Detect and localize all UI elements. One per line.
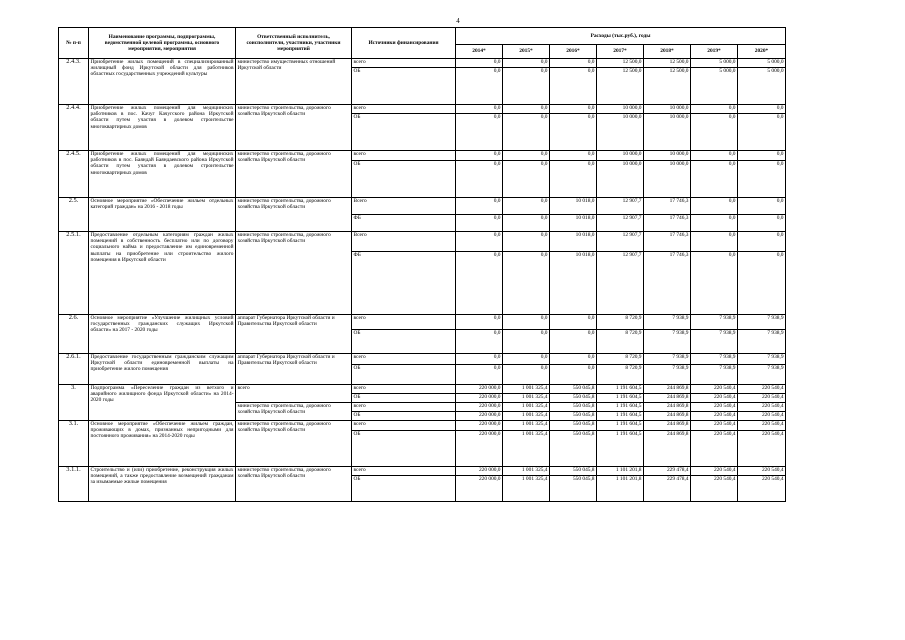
expense-value: 8 720,9 xyxy=(597,365,644,385)
executor-cell: министерство строительства, дорожного хозяйства Иркутской области xyxy=(236,105,352,151)
expense-value: 0,0 xyxy=(691,114,738,151)
funding-source: всего xyxy=(352,59,456,68)
header-name: Наименование программы, подпрограммы, ведомственной целевой программы, основного мероприятия, мероприятия xyxy=(89,28,236,59)
expense-value: 220 000,0 xyxy=(456,403,503,412)
expense-value: 244 869,8 xyxy=(644,412,691,421)
expense-value: 10 018,0 xyxy=(550,252,597,315)
header-row xyxy=(59,28,786,45)
expense-value: 0,0 xyxy=(738,161,786,198)
expense-value: 220 540,4 xyxy=(691,431,738,467)
expense-value: 0,0 xyxy=(550,315,597,330)
expense-value: 7 938,9 xyxy=(644,365,691,385)
expense-value: 0,0 xyxy=(550,114,597,151)
expense-value: 220 000,0 xyxy=(456,431,503,467)
expense-value: 550 045,8 xyxy=(550,385,597,394)
table-row xyxy=(59,385,786,394)
expense-value: 229 478,4 xyxy=(644,467,691,476)
expense-value: 10 018,0 xyxy=(550,215,597,232)
expense-value: 220 540,4 xyxy=(738,403,786,412)
expense-value: 220 000,0 xyxy=(456,467,503,476)
item-number: 2.5. xyxy=(59,198,89,232)
table-row xyxy=(59,421,786,431)
expense-value: 220 540,4 xyxy=(738,421,786,431)
expense-value: 0,0 xyxy=(503,215,550,232)
item-number: 2.4.3. xyxy=(59,59,89,105)
expense-value: 0,0 xyxy=(456,198,503,215)
executor-cell: министерство строительства, дорожного хозяйства Иркутской области xyxy=(236,198,352,232)
expense-value: 220 540,4 xyxy=(691,421,738,431)
expense-value: 0,0 xyxy=(456,232,503,252)
funding-source: ОБ xyxy=(352,476,456,502)
item-name: Основное мероприятие «Обеспечение жильем граждан, проживающих в домах, признанных непригодными для постоянного проживания» на 2014-2020 годы xyxy=(89,421,236,467)
expense-value: 550 045,8 xyxy=(550,421,597,431)
expense-value: 0,0 xyxy=(456,330,503,354)
expense-value: 7 938,9 xyxy=(738,354,786,365)
expense-value: 220 540,4 xyxy=(691,394,738,403)
expense-value: 0,0 xyxy=(738,232,786,252)
expense-value: 12 500,0 xyxy=(597,68,644,105)
item-name: Предоставление государственным гражданским служащим Иркутской области единовременной выплаты на приобретение жилого помещения xyxy=(89,354,236,385)
expense-value: 7 938,9 xyxy=(691,315,738,330)
expense-value: 220 540,4 xyxy=(691,476,738,502)
expense-value: 0,0 xyxy=(456,315,503,330)
expense-value: 550 045,8 xyxy=(550,394,597,403)
header-year: 2018* xyxy=(644,45,691,59)
expense-value: 0,0 xyxy=(738,215,786,232)
expense-value: 0,0 xyxy=(456,59,503,68)
expense-value: 220 000,0 xyxy=(456,476,503,502)
funding-source: всего xyxy=(352,467,456,476)
expense-value: 1 191 604,5 xyxy=(597,403,644,412)
expense-value: 550 045,8 xyxy=(550,431,597,467)
executor-cell: всего xyxy=(236,385,352,403)
expense-value: 220 540,4 xyxy=(691,467,738,476)
expense-value: 17 746,3 xyxy=(644,252,691,315)
expense-value: 220 540,4 xyxy=(738,412,786,421)
item-number: 2.4.4. xyxy=(59,105,89,151)
expense-value: 244 869,8 xyxy=(644,403,691,412)
expense-value: 550 045,8 xyxy=(550,467,597,476)
header-executor: Ответственный исполнитель, соисполнители, участники, участники мероприятий xyxy=(236,28,352,59)
expense-value: 0,0 xyxy=(738,114,786,151)
expense-value: 550 045,8 xyxy=(550,412,597,421)
expense-value: 1 101 201,8 xyxy=(597,476,644,502)
expense-value: 0,0 xyxy=(691,151,738,161)
table-row xyxy=(59,59,786,68)
expense-value: 1 001 325,4 xyxy=(503,412,550,421)
item-number: 3.1. xyxy=(59,421,89,467)
expense-value: 0,0 xyxy=(691,232,738,252)
funding-source: ФБ xyxy=(352,252,456,315)
expense-value: 550 045,8 xyxy=(550,403,597,412)
expense-value: 0,0 xyxy=(503,315,550,330)
item-name: Основное мероприятие «Улучшение жилищных условий государственных гражданских служащих Иркутской области» на 2017 - 2020 годы xyxy=(89,315,236,354)
item-name: Приобретение жилых помещений для медицинских работников в пос. Баяндай Баяндаевского района Иркутской области путем участия в долевом строительстве многоквартирных домов xyxy=(89,151,236,198)
expense-value: 244 869,8 xyxy=(644,394,691,403)
expense-value: 0,0 xyxy=(456,151,503,161)
table-body xyxy=(59,59,786,502)
expense-value: 5 000,0 xyxy=(691,68,738,105)
expense-value: 0,0 xyxy=(691,105,738,114)
expense-value: 0,0 xyxy=(550,330,597,354)
expense-value: 0,0 xyxy=(456,161,503,198)
expense-value: 0,0 xyxy=(503,105,550,114)
expense-value: 1 001 325,4 xyxy=(503,421,550,431)
table-row xyxy=(59,151,786,161)
expense-value: 7 938,9 xyxy=(691,365,738,385)
expense-value: 220 540,4 xyxy=(738,431,786,467)
expense-value: 0,0 xyxy=(503,330,550,354)
expense-value: 1 191 604,5 xyxy=(597,394,644,403)
expense-value: 17 746,3 xyxy=(644,232,691,252)
header-year: 2017* xyxy=(597,45,644,59)
item-name: Предоставление отдельным категориям граждан жилых помещений в собственность бесплатно или по договору социального найма и предоставление им единовременной выплаты на приобретение или строительство жилого помещения в Иркутской области xyxy=(89,232,236,315)
expense-value: 5 000,0 xyxy=(738,68,786,105)
expense-value: 12 500,0 xyxy=(597,59,644,68)
expense-value: 0,0 xyxy=(456,215,503,232)
header-year: 2019* xyxy=(691,45,738,59)
funding-source: всего xyxy=(352,354,456,365)
expense-value: 220 540,4 xyxy=(691,385,738,394)
expense-value: 0,0 xyxy=(691,198,738,215)
funding-source: всего xyxy=(352,403,456,412)
header-year: 2014* xyxy=(456,45,503,59)
funding-source: всего xyxy=(352,385,456,394)
funding-source: всего xyxy=(352,421,456,431)
expense-value: 0,0 xyxy=(691,161,738,198)
executor-cell: министерство строительства, дорожного хозяйства Иркутской области xyxy=(236,151,352,198)
expense-value: 10 000,0 xyxy=(644,151,691,161)
expense-value: 0,0 xyxy=(550,68,597,105)
executor-cell: аппарат Губернатора Иркутской области и Правительства Иркутской области xyxy=(236,354,352,385)
expense-value: 0,0 xyxy=(503,354,550,365)
expense-value: 220 000,0 xyxy=(456,421,503,431)
expense-value: 550 045,8 xyxy=(550,476,597,502)
table-row xyxy=(59,198,786,215)
table-row xyxy=(59,467,786,476)
header-year: 2016* xyxy=(550,45,597,59)
funding-source: всего xyxy=(352,105,456,114)
expense-value: 10 018,0 xyxy=(550,232,597,252)
expense-value: 1 001 325,4 xyxy=(503,431,550,467)
expense-value: 220 540,4 xyxy=(738,467,786,476)
expense-value: 8 720,9 xyxy=(597,315,644,330)
expense-value: 1 191 604,5 xyxy=(597,385,644,394)
item-number: 2.4.5. xyxy=(59,151,89,198)
expense-value: 5 000,0 xyxy=(691,59,738,68)
expense-value: 0,0 xyxy=(503,161,550,198)
expense-value: 220 540,4 xyxy=(691,412,738,421)
executor-cell: министерство строительства, дорожного хозяйства Иркутской области xyxy=(236,467,352,502)
expense-value: 0,0 xyxy=(456,252,503,315)
expense-value: 0,0 xyxy=(503,151,550,161)
expense-value: 220 000,0 xyxy=(456,394,503,403)
expense-value: 0,0 xyxy=(503,198,550,215)
expense-value: 8 720,9 xyxy=(597,354,644,365)
expense-value: 12 907,7 xyxy=(597,232,644,252)
expense-value: 244 869,8 xyxy=(644,385,691,394)
item-name: Основное мероприятие «Обеспечение жильем отдельных категорий граждан» на 2016 - 2018 годы xyxy=(89,198,236,232)
executor-cell: министерство строительства, дорожного хозяйства Иркутской области xyxy=(236,232,352,315)
expense-value: 0,0 xyxy=(503,114,550,151)
executor-cell: министерство строительства, дорожного хозяйства Иркутской области xyxy=(236,403,352,421)
expense-value: 1 191 604,5 xyxy=(597,431,644,467)
expense-value: 0,0 xyxy=(550,161,597,198)
header-expenses: Расходы (тыс.руб.), годы xyxy=(456,28,786,45)
funding-source: всего xyxy=(352,315,456,330)
expense-value: 0,0 xyxy=(691,215,738,232)
expense-value: 17 746,3 xyxy=(644,215,691,232)
expense-value: 0,0 xyxy=(550,105,597,114)
expense-value: 0,0 xyxy=(456,105,503,114)
expense-value: 1 101 201,8 xyxy=(597,467,644,476)
expense-value: 7 938,9 xyxy=(644,354,691,365)
expense-value: 0,0 xyxy=(503,232,550,252)
funding-source: ОБ xyxy=(352,431,456,467)
expense-value: 220 540,4 xyxy=(738,476,786,502)
expense-value: 220 540,4 xyxy=(691,403,738,412)
table-row xyxy=(59,354,786,365)
expense-value: 0,0 xyxy=(738,151,786,161)
expense-value: 1 001 325,4 xyxy=(503,467,550,476)
expense-value: 0,0 xyxy=(456,68,503,105)
funding-source: ОБ xyxy=(352,365,456,385)
expense-value: 1 191 604,5 xyxy=(597,421,644,431)
item-number: 3.1.1. xyxy=(59,467,89,502)
item-name: Строительство и (или) приобретение, реконструкция жилых помещений, а также предоставление возмещений гражданам за изымаемые жилые помещения xyxy=(89,467,236,502)
expense-value: 0,0 xyxy=(503,252,550,315)
item-name: Приобретение жилых помещений в специализированный жилищный фонд Иркутской области для работников областных государственных учреждений культуры xyxy=(89,59,236,105)
expense-value: 10 018,0 xyxy=(550,198,597,215)
expense-value: 1 001 325,4 xyxy=(503,476,550,502)
expense-value: 17 746,3 xyxy=(644,198,691,215)
funding-source: Всего xyxy=(352,232,456,252)
expense-value: 10 000,0 xyxy=(597,161,644,198)
funding-source: ОБ xyxy=(352,330,456,354)
funding-source: ОБ xyxy=(352,394,456,403)
expense-value: 244 869,8 xyxy=(644,421,691,431)
expense-value: 5 000,0 xyxy=(738,59,786,68)
expense-value: 10 000,0 xyxy=(644,105,691,114)
expense-value: 1 001 325,4 xyxy=(503,394,550,403)
expense-value: 10 000,0 xyxy=(597,105,644,114)
budget-table xyxy=(58,27,786,502)
table-row xyxy=(59,232,786,252)
expense-value: 8 720,9 xyxy=(597,330,644,354)
expense-value: 1 001 325,4 xyxy=(503,385,550,394)
funding-source: Всего xyxy=(352,198,456,215)
item-number: 2.5.1. xyxy=(59,232,89,315)
funding-source: ОБ xyxy=(352,114,456,151)
expense-value: 0,0 xyxy=(738,252,786,315)
expense-value: 7 938,9 xyxy=(738,365,786,385)
expense-value: 7 938,9 xyxy=(691,354,738,365)
expense-value: 220 000,0 xyxy=(456,412,503,421)
table-row xyxy=(59,105,786,114)
page-number: 4 xyxy=(456,17,460,25)
expense-value: 10 000,0 xyxy=(597,114,644,151)
expense-value: 0,0 xyxy=(456,114,503,151)
expense-value: 0,0 xyxy=(691,252,738,315)
expense-value: 220 540,4 xyxy=(738,394,786,403)
header-source: Источники финансирования xyxy=(352,28,456,59)
expense-value: 220 000,0 xyxy=(456,385,503,394)
expense-value: 229 478,4 xyxy=(644,476,691,502)
expense-value: 0,0 xyxy=(550,151,597,161)
executor-cell: министерство имущественных отношений Иркутской области xyxy=(236,59,352,105)
header-num: № п-п xyxy=(59,28,89,59)
executor-cell: министерство строительства, дорожного хозяйства Иркутской области xyxy=(236,421,352,467)
funding-source: ОБ xyxy=(352,412,456,421)
expense-value: 10 000,0 xyxy=(597,151,644,161)
table-row xyxy=(59,315,786,330)
item-number: 2.6. xyxy=(59,315,89,354)
funding-source: ОБ xyxy=(352,68,456,105)
expense-value: 7 938,9 xyxy=(738,330,786,354)
expense-value: 0,0 xyxy=(738,105,786,114)
header-year: 2020* xyxy=(738,45,786,59)
expense-value: 0,0 xyxy=(456,354,503,365)
item-number: 2.6.1. xyxy=(59,354,89,385)
expense-value: 1 191 604,5 xyxy=(597,412,644,421)
item-name: Приобретение жилых помещений для медицинских работников в пос. Качуг Качугского района Иркутской области путем участия в долевом строительстве многоквартирных домов xyxy=(89,105,236,151)
expense-value: 12 500,0 xyxy=(644,59,691,68)
item-number: 3. xyxy=(59,385,89,421)
header-year: 2015* xyxy=(503,45,550,59)
expense-value: 12 500,0 xyxy=(644,68,691,105)
expense-value: 7 938,9 xyxy=(738,315,786,330)
expense-value: 0,0 xyxy=(456,365,503,385)
funding-source: ОБ xyxy=(352,161,456,198)
expense-value: 0,0 xyxy=(550,365,597,385)
expense-value: 7 938,9 xyxy=(644,330,691,354)
expense-value: 7 938,9 xyxy=(691,330,738,354)
expense-value: 0,0 xyxy=(738,198,786,215)
item-name: Подпрограмма «Переселение граждан из ветхого и аварийного жилищного фонда Иркутской области» на 2014-2020 годы xyxy=(89,385,236,421)
expense-value: 7 938,9 xyxy=(644,315,691,330)
expense-value: 244 869,8 xyxy=(644,431,691,467)
expense-value: 0,0 xyxy=(503,59,550,68)
expense-value: 10 000,0 xyxy=(644,114,691,151)
expense-value: 0,0 xyxy=(503,365,550,385)
expense-value: 12 907,7 xyxy=(597,252,644,315)
expense-value: 220 540,4 xyxy=(738,385,786,394)
expense-value: 1 001 325,4 xyxy=(503,403,550,412)
expense-value: 0,0 xyxy=(550,354,597,365)
expense-value: 0,0 xyxy=(503,68,550,105)
expense-value: 12 907,7 xyxy=(597,198,644,215)
expense-value: 10 000,0 xyxy=(644,161,691,198)
expense-value: 12 907,7 xyxy=(597,215,644,232)
funding-source: всего xyxy=(352,151,456,161)
expense-value: 0,0 xyxy=(550,59,597,68)
funding-source: ФБ xyxy=(352,215,456,232)
executor-cell: аппарат Губернатора Иркутской области и Правительства Иркутской области xyxy=(236,315,352,354)
